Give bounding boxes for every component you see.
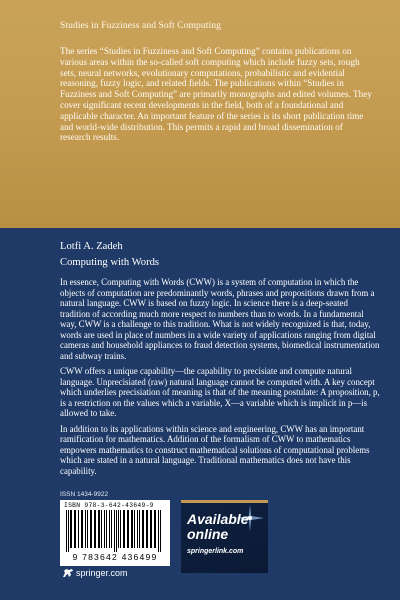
barcode-bar [78, 510, 79, 548]
barcode-bar [150, 510, 152, 548]
barcode-bar [118, 510, 119, 548]
book-title: Computing with Words [60, 257, 160, 268]
barcode-bar [134, 510, 135, 548]
barcode-bar [114, 510, 115, 552]
summary-paragraph: CWW offers a unique capability—the capability to precisiate and compute natural language. Unprecisiated (raw) natural language cannot be computed with. A key concept which underlies precisiation of meaning is that of the meaning postulate: A proposition, p, is a restriction on the values which a variable, X—a variable which is implicit in p—is allowed to take. [60, 366, 380, 418]
barcode-bar [90, 510, 92, 548]
barcode-bar [70, 510, 72, 548]
barcode-bar [87, 510, 88, 548]
series-description: The series “Studies in Fuzziness and Soft Computing” contains publications on various areas within the so-called soft computing which include fuzzy sets, rough sets, neural networks, evolutionary computations, probabilistic and evidential reasoning, fuzzy logic, and related fields. The publications within “Studies in Fuzziness and Soft Computing” are primarily monographs and edited volumes. They cover significant recent developments in the field, both of a foundational and applicable character. An important feature of the series is its short publication time and world-wide distribution. This permits a rapid and broad dissemination of research results. [60, 46, 372, 143]
barcode-bar [104, 510, 105, 548]
springerlink-url: springerlink.com [187, 548, 244, 555]
barcode-bar [85, 510, 86, 548]
barcode-digits: 9 783642 436499 [72, 552, 158, 562]
barcode-bar [120, 510, 121, 548]
summary-paragraph: In addition to its applications within science and engineering, CWW has an important ramification for mathematics. Addition of the formalism of CWW to mathematics empowers mathematics to construct mathematical solutions of computational problems which are stated in a natural language. Traditional mathematics does not have this capability. [60, 423, 370, 476]
barcode-bar [111, 510, 112, 548]
series-band [0, 0, 400, 228]
available-online-badge[interactable] [181, 500, 268, 573]
barcode-bar [146, 510, 148, 548]
barcode-bar [109, 510, 110, 548]
summary-paragraph: In essence, Computing with Words (CWW) is a system of computation in which the objects of computation are predominantly words, phrases and propositions drawn from a natural language. CWW is based on fuzzy logic. In science there is a deep-seated tradition of according much more respect to numbers than to words. In a fundamental way, CWW is a challenge to this tradition. What is not widely recognized is that, today, words are used in place of numbers in a wide variety of applications ranging from digital cameras and household appliances to fraud detection systems, biomedical instrumentation and subway trains. [60, 277, 380, 361]
barcode-bar [74, 510, 76, 548]
barcode-bar [131, 510, 133, 548]
springer-url: springer.com [76, 568, 128, 578]
barcode-bar [101, 510, 102, 548]
springer-link[interactable] [62, 568, 128, 578]
barcode-bar [116, 510, 117, 552]
barcode-bars [65, 510, 165, 552]
book-author: Lotfi A. Zadeh [60, 241, 123, 252]
barcode-bar [158, 510, 159, 552]
barcode-bar [154, 510, 156, 548]
barcode-bar [123, 510, 125, 548]
barcode-bar [68, 510, 69, 552]
available-online-label: Available online [187, 511, 249, 542]
series-header: Studies in Fuzziness and Soft Computing [60, 21, 221, 31]
barcode-bar [98, 510, 100, 548]
barcode-bar [127, 510, 129, 548]
barcode-bar [139, 510, 140, 548]
isbn-label: ISBN 978-3-642-43649-9 [64, 502, 154, 509]
issn-label: ISSN 1434-9922 [60, 491, 109, 498]
barcode-bar [81, 510, 83, 548]
barcode-bar [142, 510, 144, 548]
barcode-bar [94, 510, 96, 548]
barcode-bar [106, 510, 107, 548]
barcode-bar [66, 510, 67, 552]
barcode-bar [160, 510, 161, 552]
barcode [60, 500, 170, 566]
book-summary [60, 277, 380, 481]
barcode-bar [137, 510, 138, 548]
springer-horse-icon [62, 568, 74, 578]
